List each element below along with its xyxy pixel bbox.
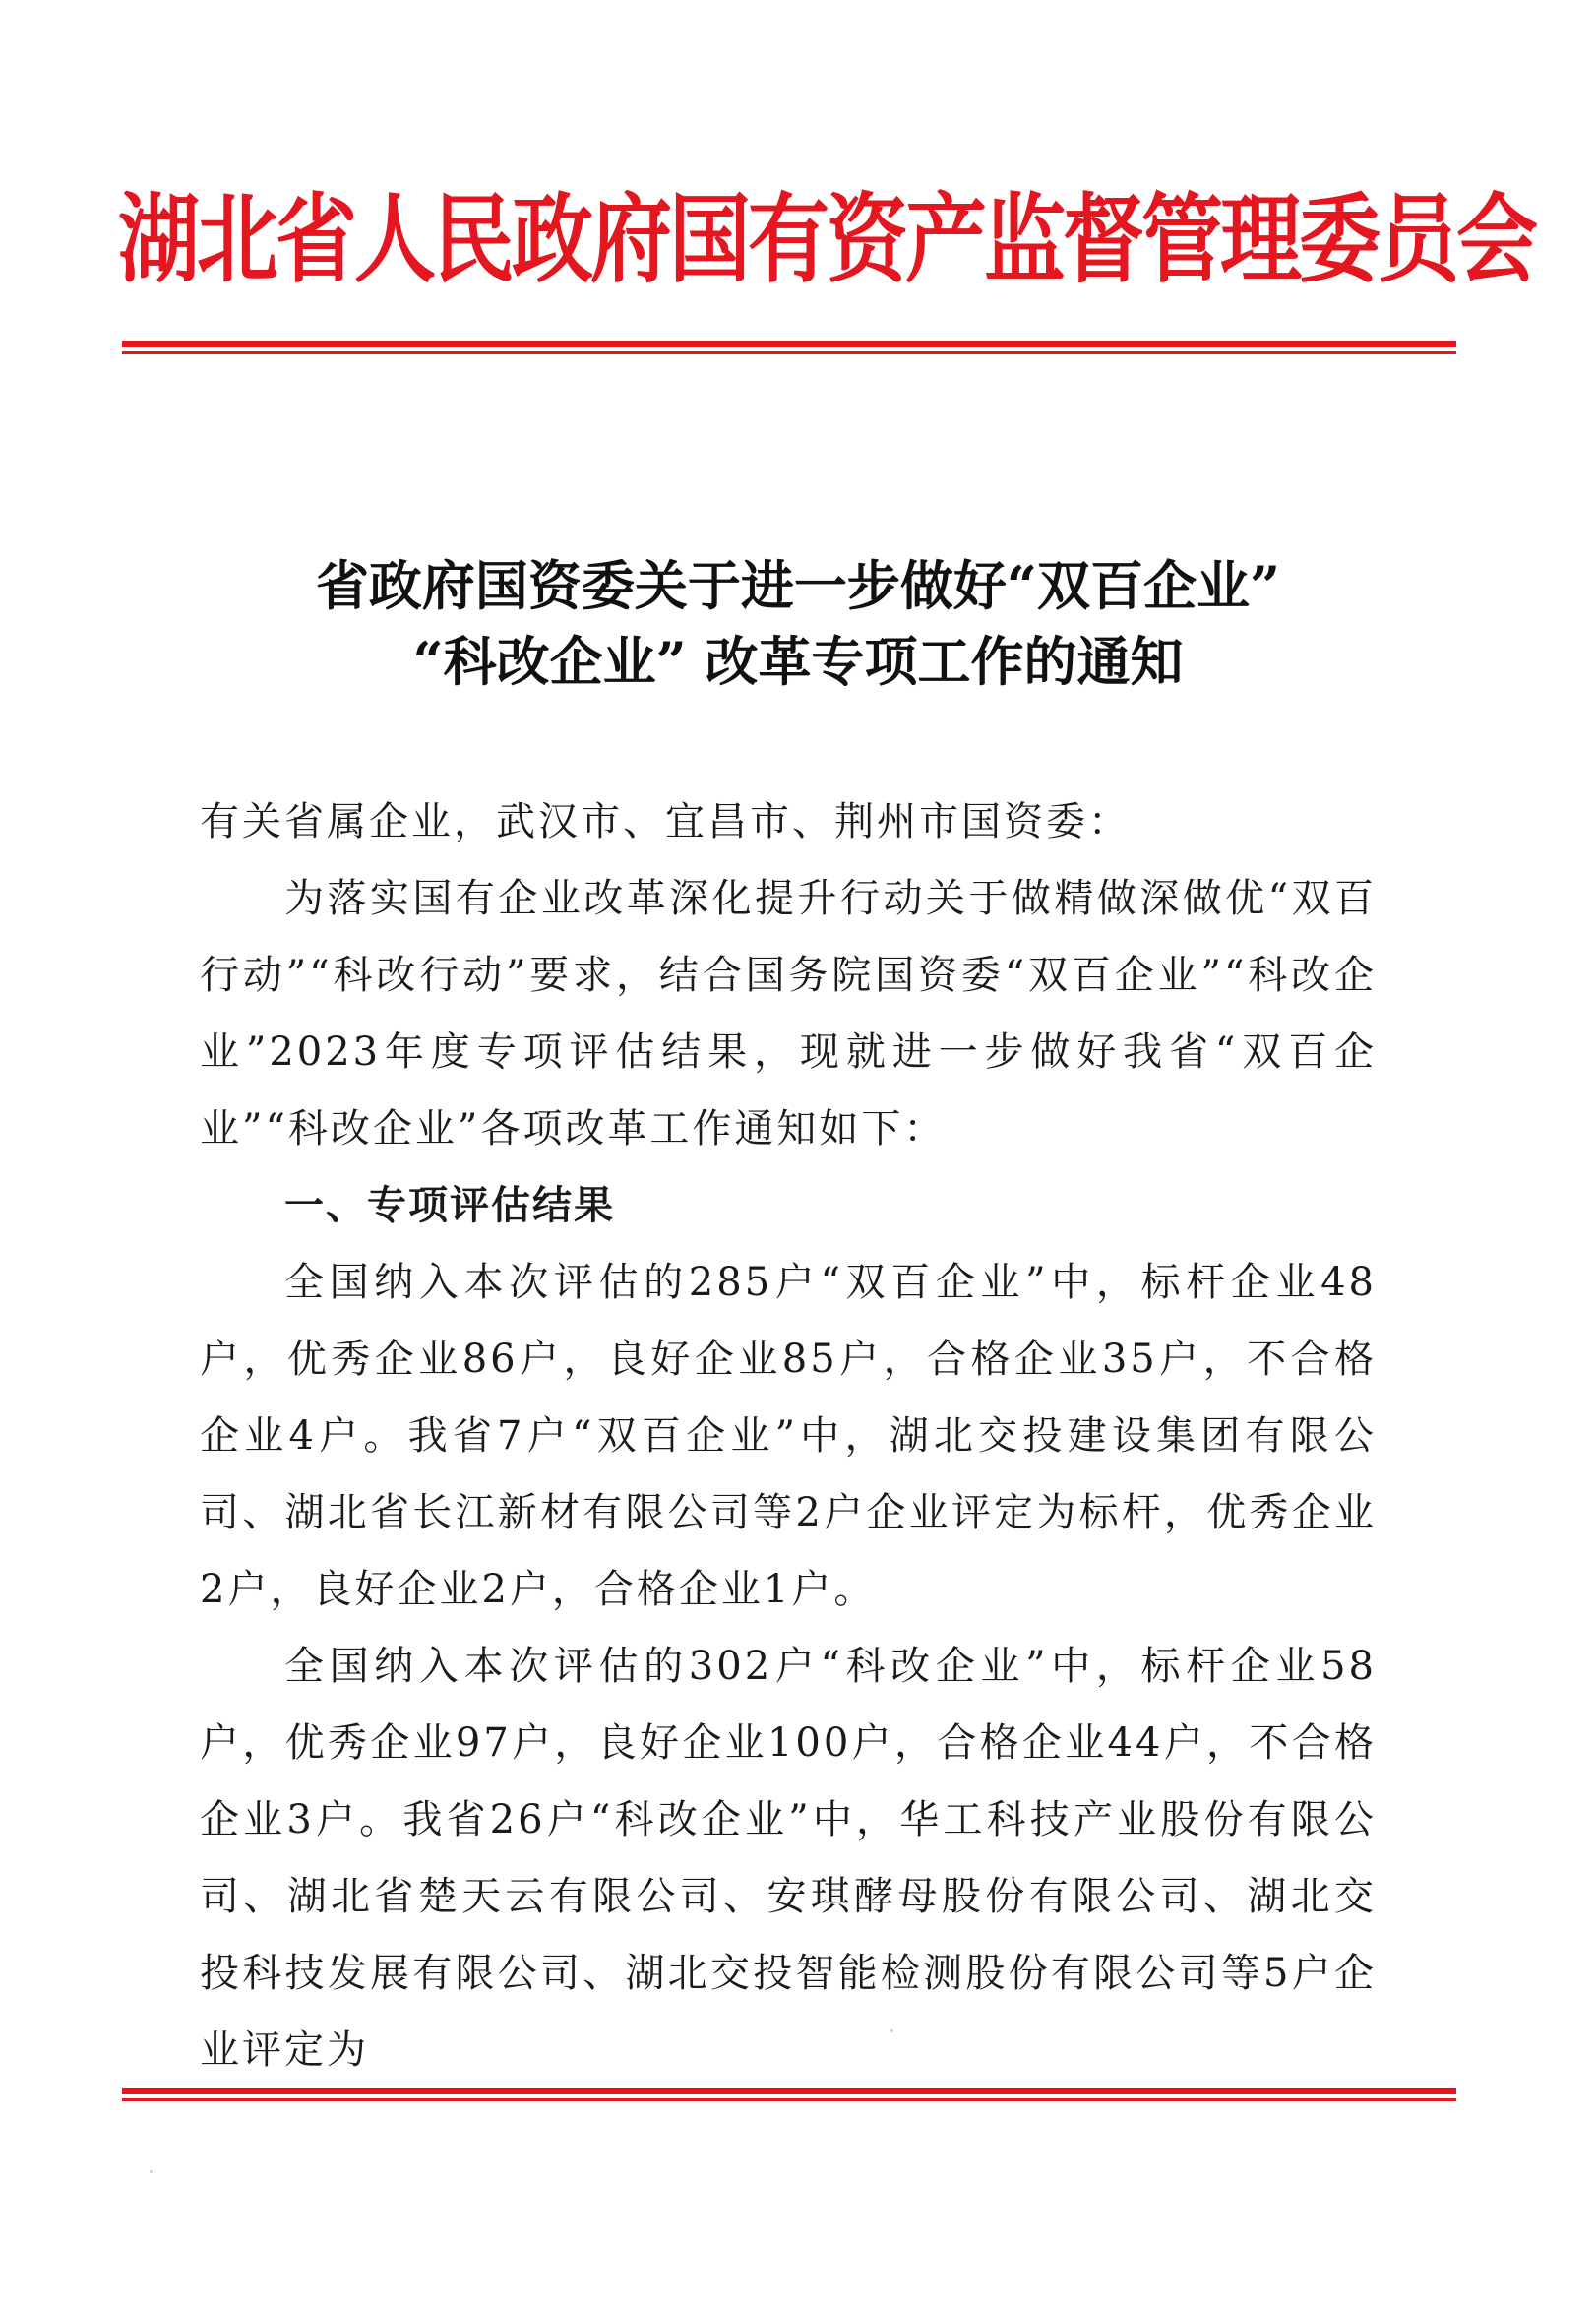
section-1-paragraph-1: 全国纳入本次评估的285户“双百企业”中，标杆企业48户，优秀企业86户，良好企业85户，合格企业35户，不合格企业4户。我省7户“双百企业”中，湖北交投建设集团有限公司、湖北省长江新材有限公司等2户企业评定为标杆，优秀企业2户，良好企业2户，合格企业1户。: [200, 1260, 1377, 1612]
masthead-red-rule: [122, 341, 1456, 356]
red-rule-thick: [122, 341, 1456, 347]
section-1-paragraph-2: 全国纳入本次评估的302户“科改企业”中，标杆企业58户，优秀企业97户，良好企业100户，合格企业44户，不合格企业3户。我省26户“科改企业”中，华工科技产业股份有限公司、湖北省楚天云有限公司、安琪酵母股份有限公司、湖北交投科技发展有限公司、湖北交投智能检测股份有限公司等5户企业评定为: [200, 1644, 1377, 2073]
issuer-masthead: 湖北省人民政府国有资产监督管理委员会: [118, 182, 1535, 296]
scan-speck: [890, 2029, 893, 2032]
recipients-line: 有关省属企业，武汉市、宜昌市、荆州市国资委：: [200, 799, 1131, 844]
intro-paragraph: 为落实国有企业改革深化提升行动关于做精做深做优“双百行动”“科改行动”要求，结合国务院国资委“双百企业”“科改企业”2023年度专项评估结果，现就进一步做好我省“双百企业”“科改企业”各项改革工作通知如下：: [200, 876, 1377, 1152]
red-rule-thin: [122, 351, 1456, 354]
document-body: [200, 783, 1377, 2089]
red-rule-thick: [122, 2088, 1456, 2094]
scan-speck: [150, 2170, 153, 2173]
footer-red-rule: [122, 2088, 1456, 2103]
document-title-line-1: 省政府国资委关于进一步做好“双百企业”: [315, 554, 1281, 617]
section-1-heading: 一、专项评估结果: [284, 1183, 615, 1228]
document-title-line-2: “科改企业” 改革专项工作的通知: [412, 630, 1184, 693]
red-rule-thin: [122, 2098, 1456, 2101]
